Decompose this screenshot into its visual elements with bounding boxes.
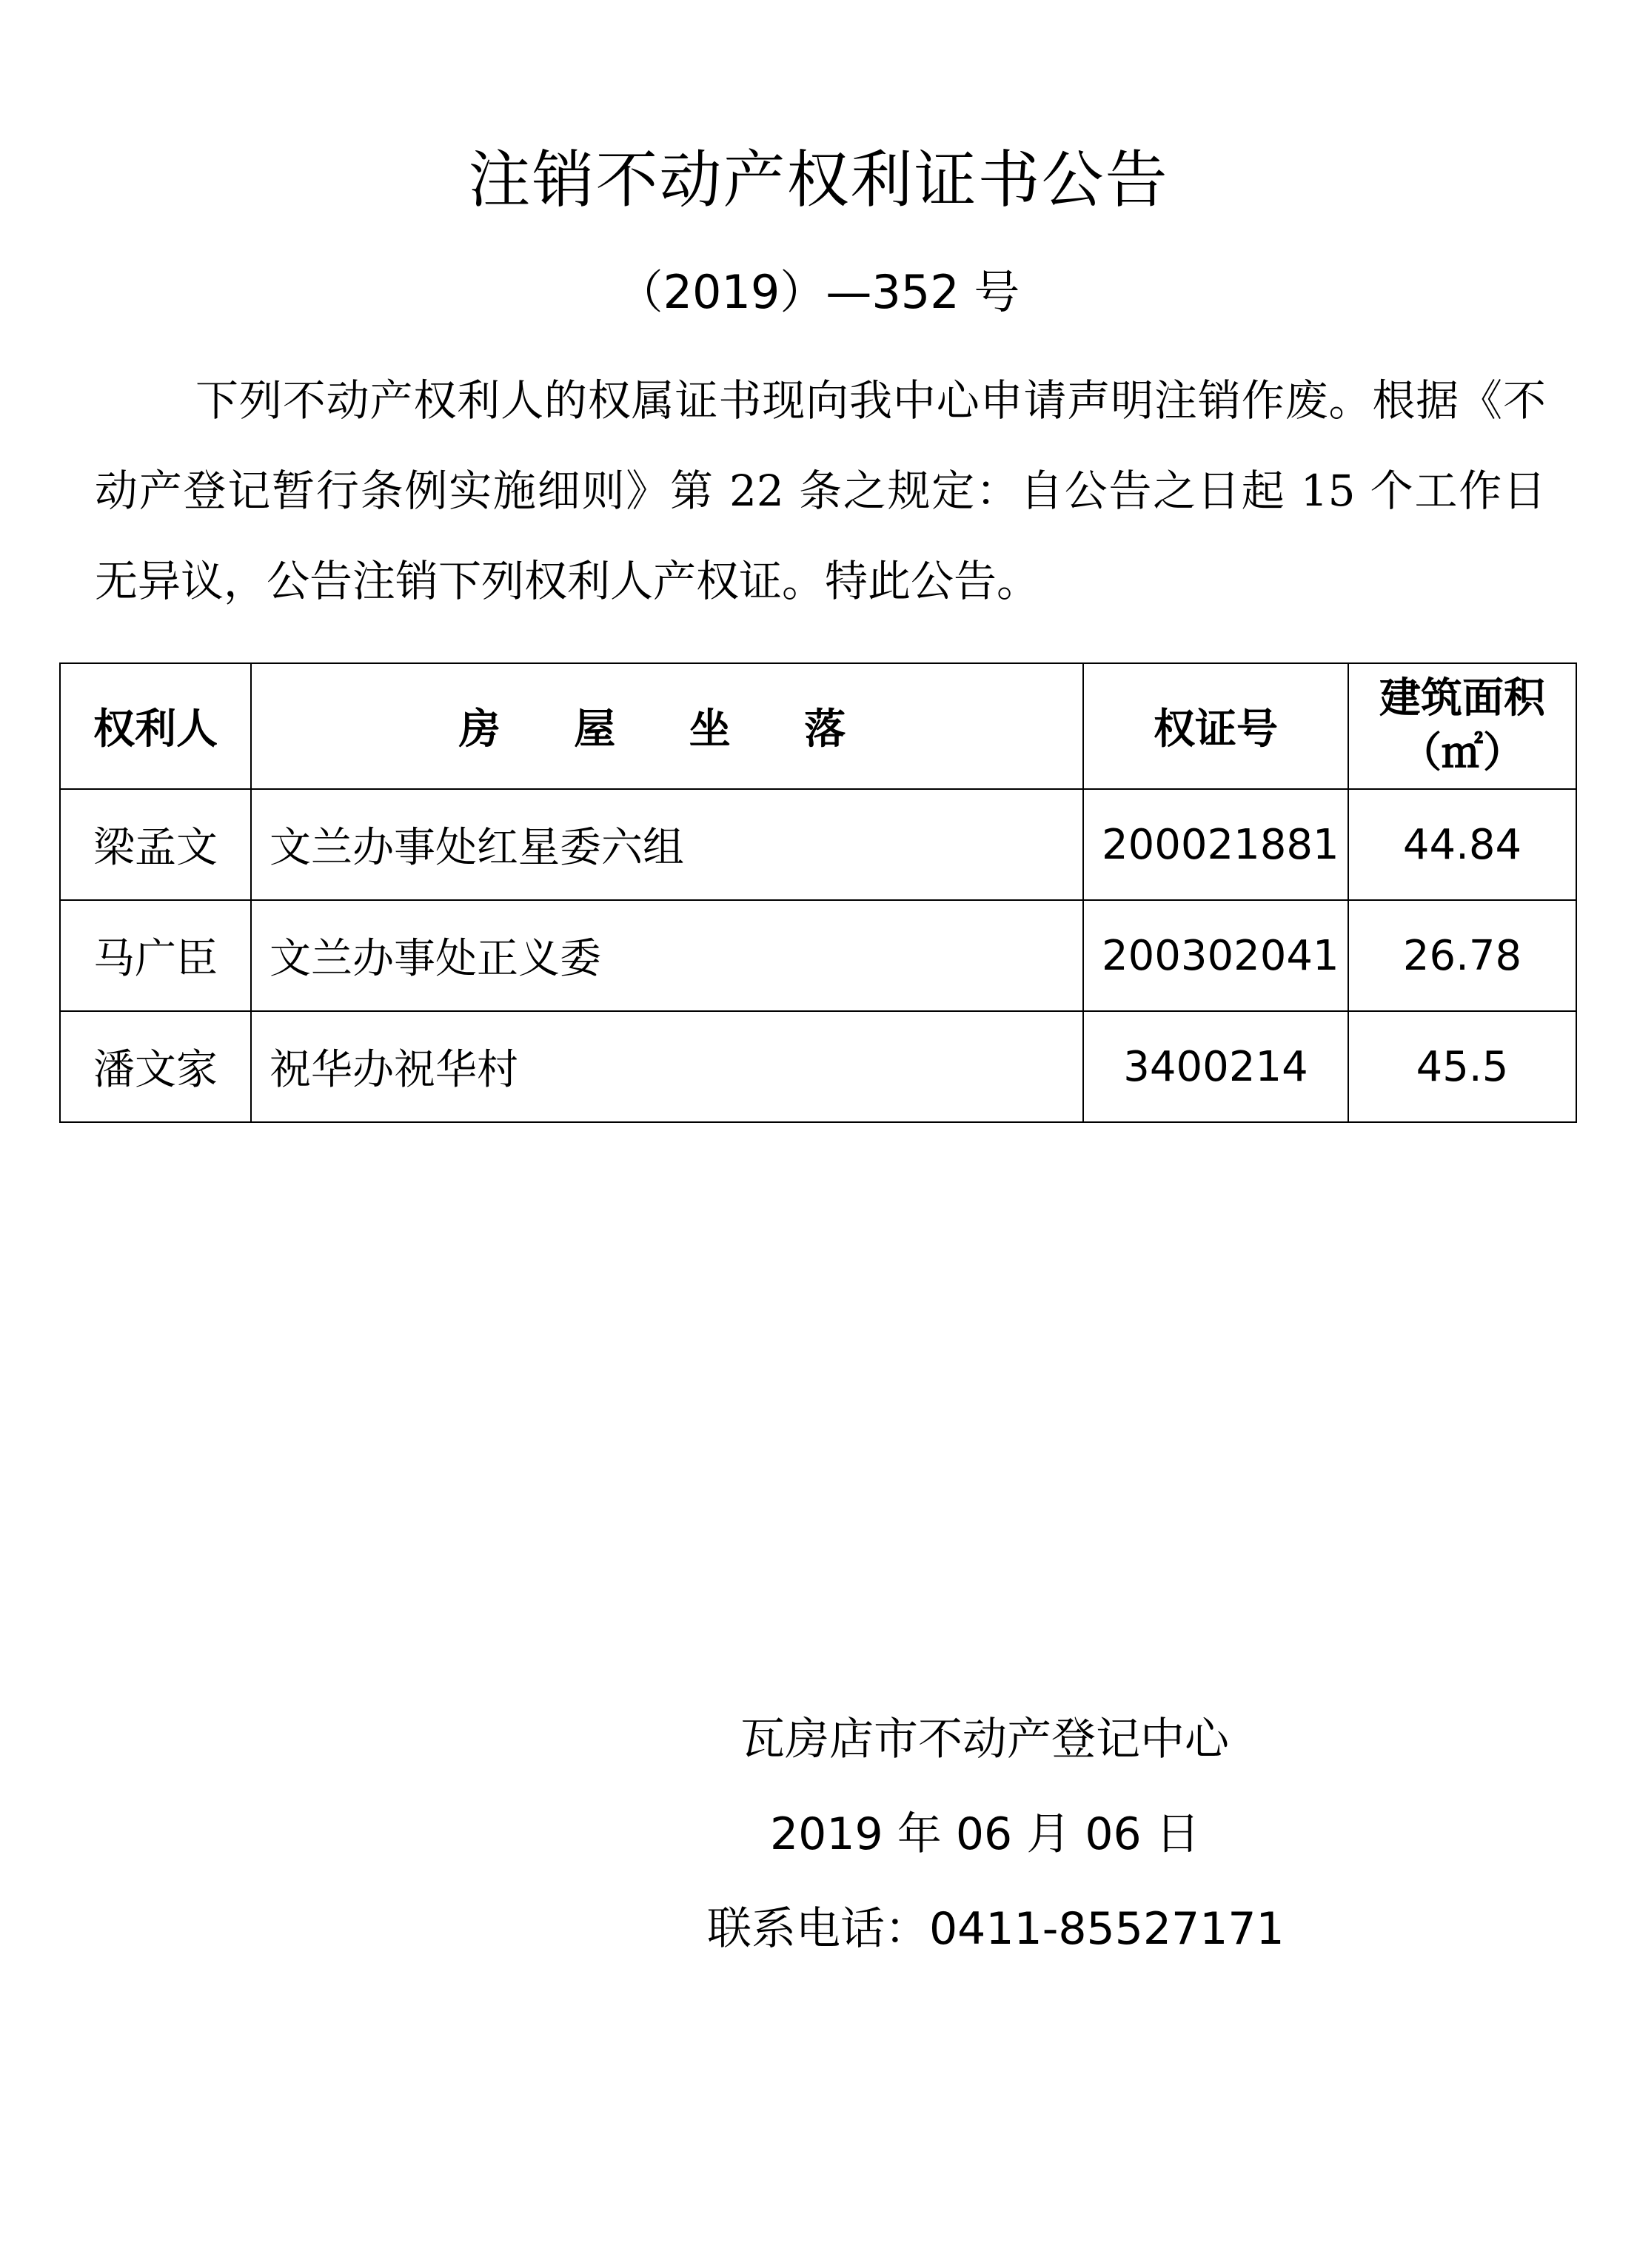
header-area: 建筑面积（㎡） <box>1348 663 1576 789</box>
cell-holder: 潘文家 <box>60 1011 251 1122</box>
notice-title: 注销不动产权利证书公告 <box>468 144 1169 216</box>
cell-certificate: 200021881 <box>1083 789 1348 900</box>
cell-holder: 马广臣 <box>60 900 251 1011</box>
header-holder: 权利人 <box>60 663 251 789</box>
cell-certificate: 200302041 <box>1083 900 1348 1011</box>
cell-location: 文兰办事处正义委 <box>251 900 1083 1011</box>
table-row <box>60 789 1576 900</box>
document-number: （2019）—352 号 <box>617 265 1020 319</box>
cell-location: 祝华办祝华村 <box>251 1011 1083 1122</box>
cell-location: 文兰办事处红星委六组 <box>251 789 1083 900</box>
notice-body: 下列不动产权利人的权属证书现向我中心申请声明注销作废。根据《不动产登记暂行条例实施细则》第 22 条之规定：自公告之日起 15 个工作日无异议，公告注销下列权利人产权证。特此公告。 <box>95 375 1546 606</box>
cell-area: 44.84 <box>1348 789 1576 900</box>
cell-area: 45.5 <box>1348 1011 1576 1122</box>
cell-certificate: 3400214 <box>1083 1011 1348 1122</box>
table-row <box>60 1011 1576 1122</box>
contact-phone: 联系电话：0411-85527171 <box>707 1903 1285 1955</box>
issue-date: 2019 年 06 月 06 日 <box>770 1808 1200 1860</box>
table-header-row <box>60 663 1576 789</box>
issuing-organization: 瓦房店市不动产登记中心 <box>740 1714 1229 1765</box>
cell-holder: 梁孟文 <box>60 789 251 900</box>
header-certificate: 权证号 <box>1083 663 1348 789</box>
cancelled-certificates-table <box>59 662 1577 1123</box>
table-row <box>60 900 1576 1011</box>
header-location: 房 屋 坐 落 <box>251 663 1083 789</box>
cell-area: 26.78 <box>1348 900 1576 1011</box>
